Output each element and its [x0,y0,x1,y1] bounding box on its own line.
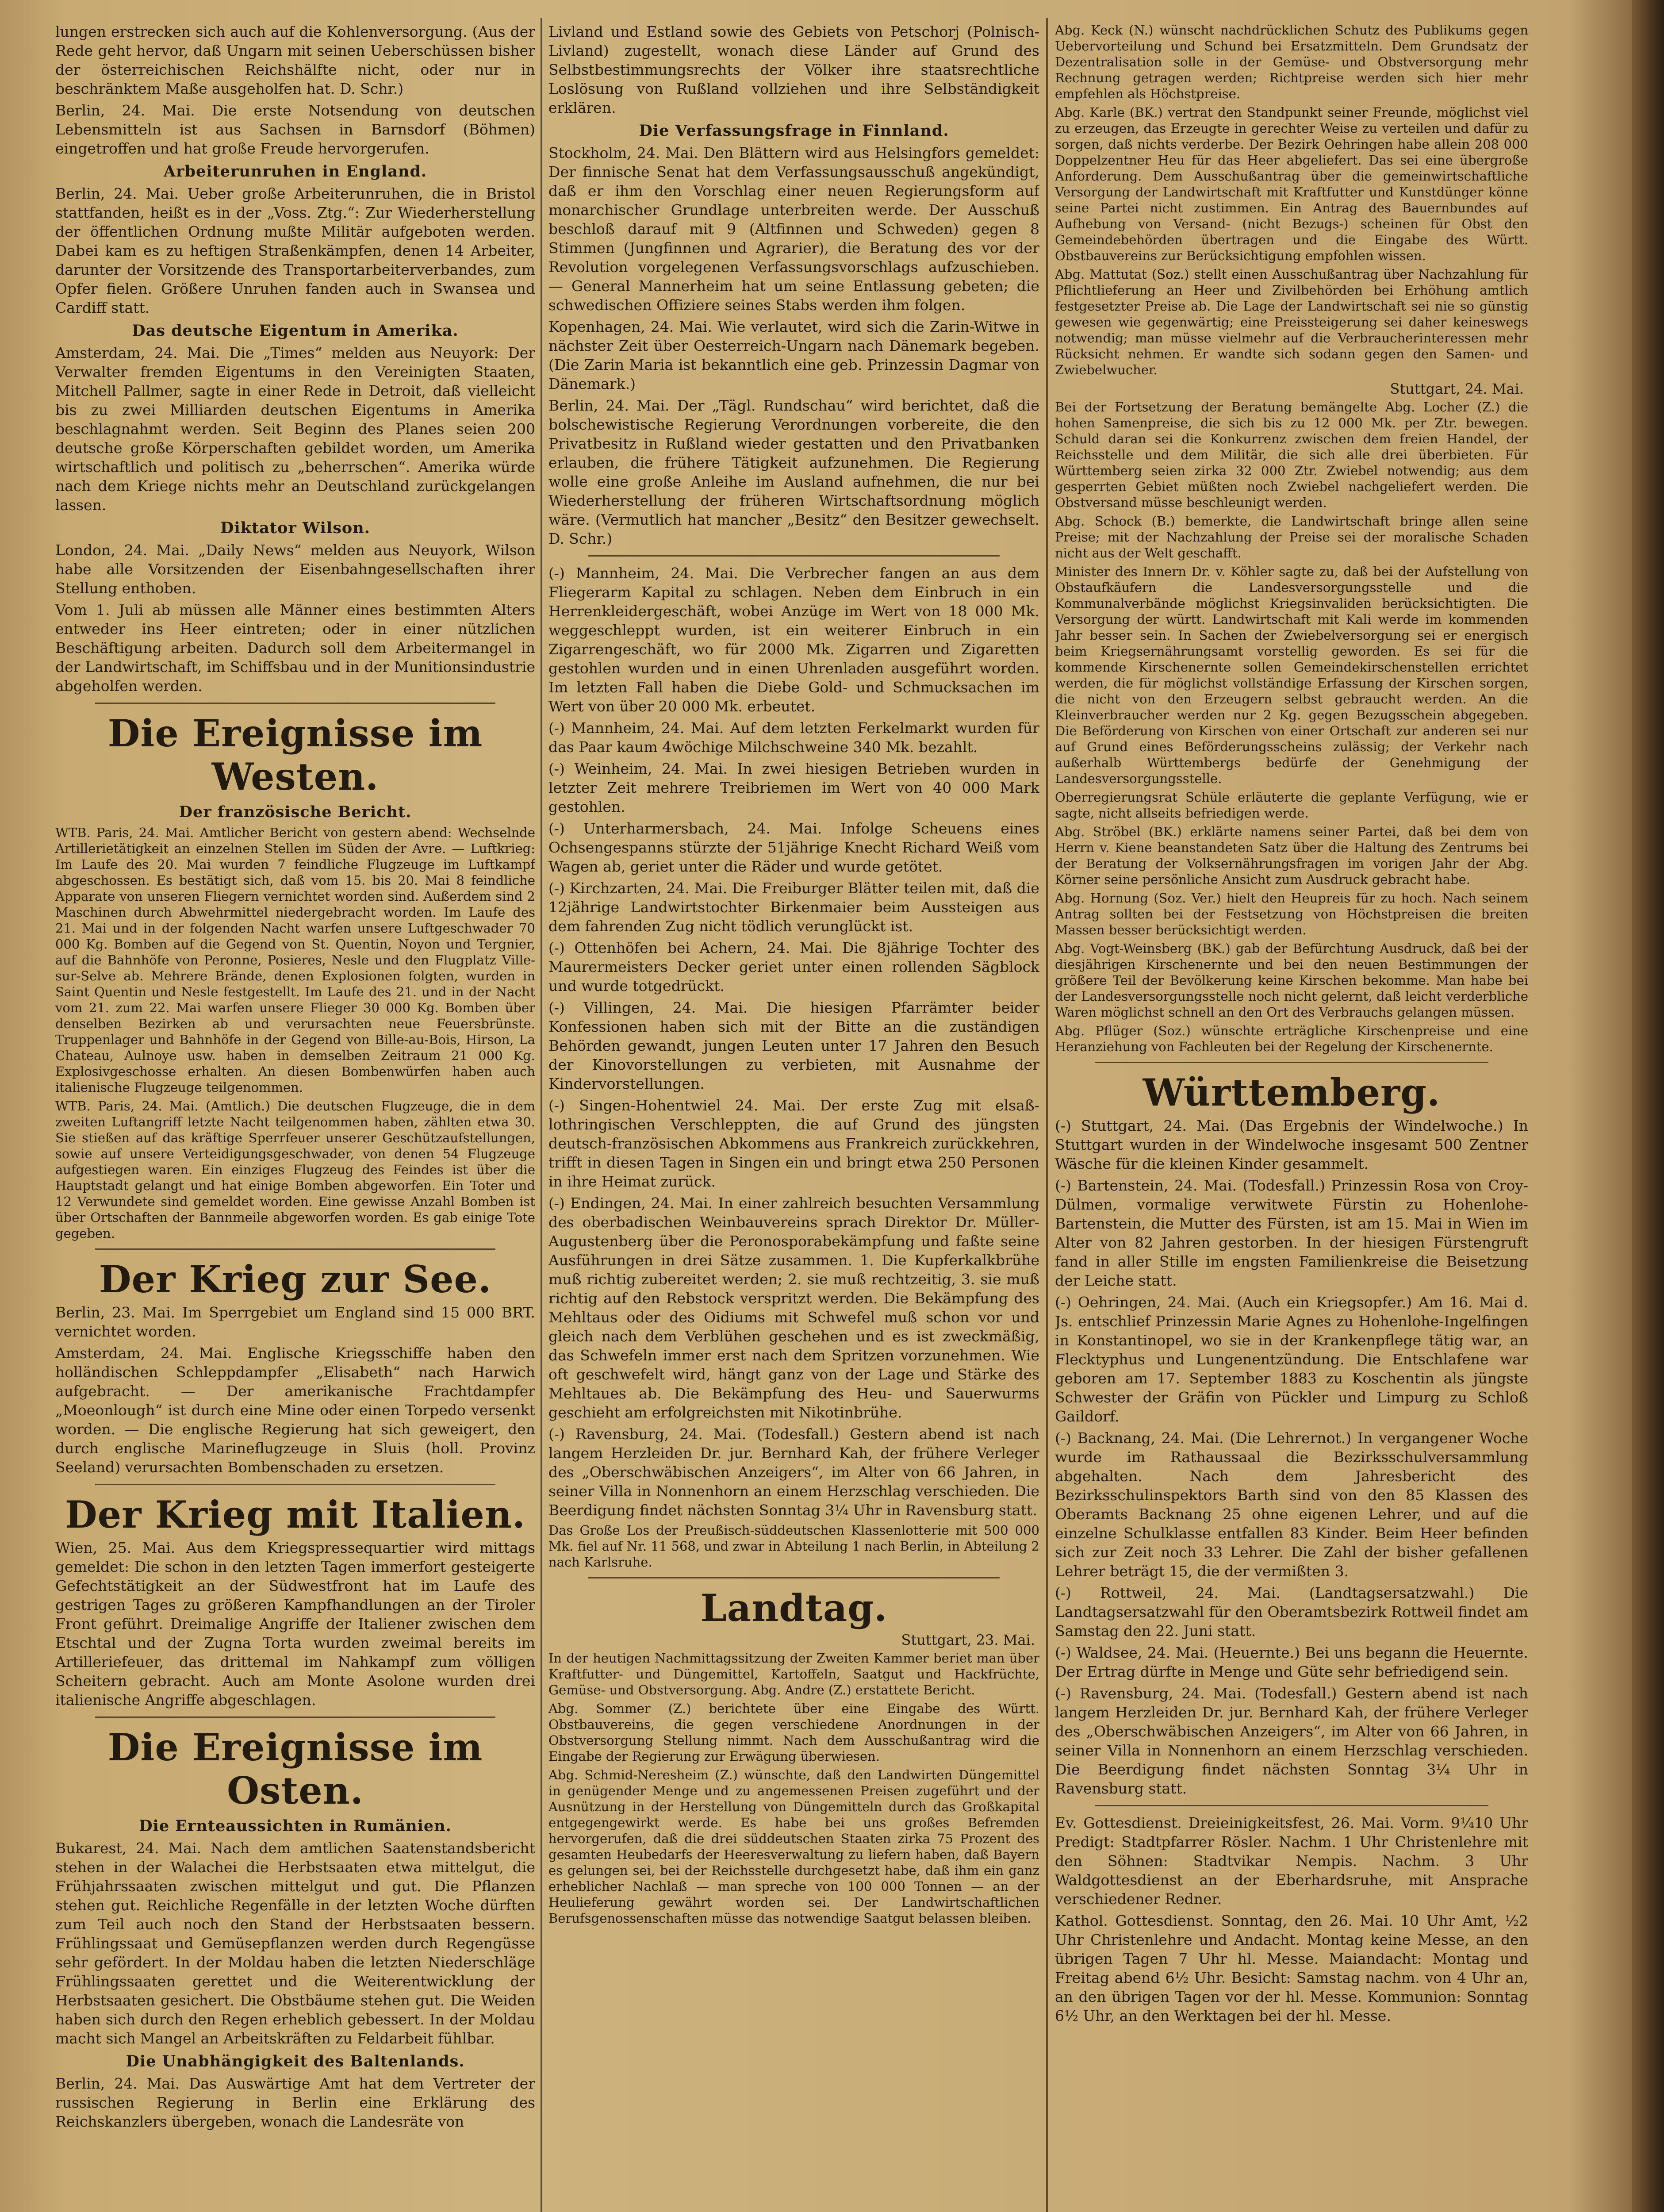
article-text: WTB. Paris, 24. Mai. (Amtlich.) Die deutschen Flugzeuge, die in dem zweiten Luftangriff letzte Nacht teilgenommen haben, zählten etwa 30. Sie stießen auf das kräftige Sperrfeuer unserer Geschützaufstellungen, sowie auf unsere Verteidigungsgeschwader, von denen 54 Flugzeuge aufgestiegen waren. Ein einziges Flugzeug des Feindes ist über die Hauptstadt gelangt und hat einige Bomben abgeworfen. Ein Toter und 12 Verwundete sind gemeldet worden. Eine gewisse Anzahl Bomben ist über Ortschaften der Bannmeile abgeworfen worden. Es gab einige Tote gegeben. [55,1098,535,1241]
divider [588,1577,1000,1578]
dateline: Stuttgart, 24. Mai. [1390,380,1524,397]
article-text: (-) Ravensburg, 24. Mai. (Todesfall.) Gestern abend ist nach langem Herzleiden Dr. jur. Bernhard Kah, der frühere Verleger des „Oberschwäbischen Anzeigers“, im Alter von 66 Jahren, in seiner Villa in Nonnenhorn an einem Herzschlag verschieden. Die Beerdigung findet nächsten Sonntag 3¼ Uhr in Ravensburg statt. [1055,1685,1528,1797]
church-notice: Kathol. Gottesdienst. Sonntag, den 26. Mai. 10 Uhr Amt, ½2 Uhr Christenlehre und Andacht. Montag keine Messe, an den übrigen Tagen 7 Uhr hl. Messe. Maiandacht: Montag und Freitag abend 6½ Uhr. Besicht: Samstag nachm. von 4 Uhr an, an den übrigen Tagen vor der hl. Messe. Kommunion: Sonntag 6½ Uhr, an den Werktagen bei der hl. Messe. [1055,1912,1528,2024]
article-text: (-) Singen-Hohentwiel 24. Mai. Der erste Zug mit elsaß-lothringischen Verschleppten, die auf Grund des jüngsten deutsch-französischen Abkommens aus Frankreich zurückkehren, trifft in diesen Tagen in Singen ein und bringt etwa 250 Personen in ihre Heimat zurück. [548,1097,1039,1190]
headline-sea: Der Krieg zur See. [99,1257,492,1301]
headline-east: Die Ereignisse im Osten. [107,1725,483,1813]
section-heading: Die Verfassungsfrage in Finnland. [639,122,949,140]
article-text: Stockholm, 24. Mai. Den Blättern wird aus Helsingfors gemeldet: Der finnische Senat hat dem Verfassungsausschuß angekündigt, daß er ihm den Vorschlag einer neuen Regierungsform auf monarchischer Grundlage unterbreiten werde. Der Ausschuß beschloß darauf mit 9 (Altfinnen und Schweden) gegen 8 Stimmen (Jungfinnen und Agrarier), die Beratung des vor der Revolution vorgelegenen Verfassungsvorschlags aufzuschieben. — General Mannerheim hat um seine Entlassung gebeten; die schwedischen Offiziere seines Stabs werden ihm folgen. [548,144,1039,314]
column-2 [548,22,1039,2212]
article-text: Wien, 25. Mai. Aus dem Kriegspressequartier wird mittags gemeldet: Die schon in den letzten Tagen immerfort gesteigerte Gefechtstätigkeit an der Südwestfront hat im Laufe des gestrigen Tages zu größeren Kampfhandlungen an der Tiroler Front geführt. Dreimalige Angriffe der Italiener zwischen dem Etschtal und der Zugna Torta wurden zweimal bereits im Artilleriefeuer, das drittemal im Nahkampf zum völligen Scheitern gebracht. Auch am Monte Asolone wurden drei italienische Angriffe abgeschlagen. [55,1539,535,1709]
article-text: (-) Waldsee, 24. Mai. (Heuernte.) Bei uns begann die Heuernte. Der Ertrag dürfte in Menge und Güte sehr befriedigend sein. [1055,1644,1528,1680]
article-text: Livland und Estland sowie des Gebiets von Petschorj (Polnisch-Livland) zugestellt, wonach diese Länder auf Grund des Selbstbestimmungsrechts der Völker ihre staatsrechtliche Loslösung von Rußland vollziehen und ihre Selbständigkeit erklären. [548,23,1039,116]
article-text: Amsterdam, 24. Mai. Die „Times“ melden aus Neuyork: Der Verwalter fremden Eigentums in den Vereinigten Staaten, Mitchell Pallmer, sagte in einer Rede in Detroit, daß vielleicht bis zu zwei Milliarden deutschen Eigentums in Amerika beschlagnahmt werden. Seit Beginn des Planes seien 200 deutsche große Körperschaften gebildet worden, um Amerika wirtschaftlich und politisch zu „beherrschen“. Amerika würde nach dem Kriege nichts mehr an Deutschland zurückgelangen lassen. [55,344,535,514]
article-text: (-) Kirchzarten, 24. Mai. Die Freiburger Blätter teilen mit, daß die 12jährige Landwirtstochter Birkenmaier beim Aussteigen aus dem fahrenden Zug nicht tödlich verunglückt ist. [548,879,1039,935]
article-text: Abg. Mattutat (Soz.) stellt einen Ausschußantrag über Nachzahlung für Pflichtlieferung an Heer und Zivilbehörden bei Erhöhung amtlich festgesetzter Preise ab. Die Lage der Landwirtschaft sei nie so günstig gewesen wie gegenwärtig; eine Preissteigerung sei daher keineswegs notwendig; man müsse vielmehr auf die Verbraucherinteressen mehr Rücksicht nehmen. Er wandte sich sodann gegen den Samen- und Zwiebelwucher. [1055,267,1528,377]
article-text: Bei der Fortsetzung der Beratung bemängelte Abg. Locher (Z.) die hohen Samenpreise, die sich bis zu 12 000 Mk. per Ztr. bewegen. Schuld daran sei die Konkurrenz zwischen dem freien Handel, der Reichsstelle und dem Militär, die sich alle drei überbieten. Für Württemberg seien zirka 32 000 Ztr. Zwiebel notwendig; aus dem gesperrten Gebiet müßten noch Zwiebel nachgeliefert werden. Die Obstversand müsse beschleunigt werden. [1055,399,1528,510]
section-heading: Der französische Bericht. [179,803,412,821]
section-heading: Diktator Wilson. [220,519,370,537]
divider [1095,1062,1488,1063]
article-text: (-) Mannheim, 24. Mai. Die Verbrecher fangen an aus dem Fliegerarm Kapital zu schlagen. Neben dem Einbruch in ein Herrenkleidergeschäft, wobei Anzüge im Wert von 18 000 Mk. weggeschleppt wurden, ist ein weiterer Einbruch in ein Zigarrengeschäft, wo für 2000 Mk. Zigarren und Zigaretten gestohlen wurden und in einen Uhrenladen ausgeführt worden. Im letzten Fall haben die Diebe Gold- und Schmucksachen im Wert von über 20 000 Mk. erbeutet. [548,565,1039,715]
article-text: (-) Endingen, 24. Mai. In einer zahlreich besuchten Versammlung des oberbadischen Weinbauvereins sprach Direktor Dr. Müller-Augustenberg über die Peronosporabekämpfung und faßte seine Ausführungen in drei Sätze zusammen. 1. Die Kupferkalkbrühe muß richtig zubereitet werden; 2. sie muß rechtzeitig, 3. sie muß richtig auf den Rebstock verspritzt werden. Die Bekämpfung des Mehltaus oder des Oidiums mit Schwefel muß schon vor und gleich nach dem Verblühen geschehen und es ist zweckmäßig, das Schwefeln immer erst nach dem Spritzen vorzunehmen. Wie oft geschwefelt wird, hängt ganz von der Lage und Stärke des Mehltaues ab. Die Bekämpfung des Heu- und Sauerwurms geschieht am erfolgreichsten mit Nikotinbrühe. [548,1194,1039,1421]
article-text: (-) Oehringen, 24. Mai. (Auch ein Kriegsopfer.) Am 16. Mai d. Js. entschlief Prinzessin Marie Agnes zu Hohenlohe-Ingelfingen in Konstantinopel, wo sie in der Krankenpflege tätig war, an Flecktyphus und Lungenentzündung. Die Entschlafene war geboren am 17. September 1883 zu Koschentin als jüngste Schwester der Gräfin von Pückler und Limpurg zu Schloß Gaildorf. [1055,1294,1528,1425]
article-text: (-) Backnang, 24. Mai. (Die Lehrernot.) In vergangener Woche wurde im Rathaussaal die Bezirksschulversammlung abgehalten. Nach dem Jahresbericht des Bezirksschulinspektors Barth sind von den 85 Klassen des Oberamts Backnang 25 ohne eigenen Lehrer, und auf die einzelne Schulklasse entfallen 83 Kinder. Beim Heer befinden sich zur Zeit noch 33 Lehrer. Die Zahl der bisher gefallenen Lehrer beträgt 15, die der vermißten 3. [1055,1429,1528,1580]
article-text: (-) Rottweil, 24. Mai. (Landtagsersatzwahl.) Die Landtagsersatzwahl für den Oberamtsbezirk Rottweil findet am Samstag den 22. Juni statt. [1055,1584,1528,1640]
article-text: Amsterdam, 24. Mai. Englische Kriegsschiffe haben den holländischen Schleppdampfer „Elisabeth“ nach Harwich aufgebracht. — Der amerikanische Frachtdampfer „Moeonlough“ ist durch eine Mine oder einen Torpedo versenkt worden. — Die englische Regierung hat sich geweigert, den durch englische Marineflugzeuge in Sluis (holl. Provinz Seeland) verursachten Bombenschaden zu ersetzen. [55,1344,535,1476]
section-heading: Das deutsche Eigentum in Amerika. [132,322,459,340]
headline-wuerttemberg: Württemberg. [1143,1071,1441,1114]
column-3 [1055,22,1528,2212]
divider [588,555,1000,557]
church-notice: Ev. Gottesdienst. Dreieinigkeitsfest, 26. Mai. Vorm. 9¼10 Uhr Predigt: Stadtpfarrer Rösler. Nachm. 1 Uhr Christenlehre mit den Söhnen: Stadtvikar Nempis. Nachm. 3 Uhr Waldgottesdienst an der Eberhardsruhe, mit Ansprache verschiedener Redner. [1055,1814,1528,1908]
article-text: Abg. Keck (N.) wünscht nachdrücklichen Schutz des Publikums gegen Uebervorteilung und Schund bei Ersatzmitteln. Dem Grundsatz der Dezentralisation solle in der Gemüse- und Obstversorgung mehr Rechnung getragen werden; Richtpreise werden sich hier mehr empfehlen als Höchstpreise. [1055,23,1528,101]
headline-landtag: Landtag. [700,1586,888,1630]
headline-west: Die Ereignisse im Westen. [107,711,483,799]
article-text: Abg. Schock (B.) bemerkte, die Landwirtschaft bringe allen seine Preise; mit der Nachzahlung der Preise sei der moralische Schaden nicht aus der Welt geschafft. [1055,514,1528,561]
article-text: (-) Bartenstein, 24. Mai. (Todesfall.) Prinzessin Rosa von Croy-Dülmen, vormalige verwitwete Fürstin zu Hohenlohe-Bartenstein, die Mutter des Fürsten, ist am 15. Mai in Wien im Alter von 82 Jahren gestorben. In der hiesigen Fürstengruft fand in aller Stille im engsten Familienkreise die Beisetzung der Leiche statt. [1055,1177,1528,1289]
article-text: Abg. Pflüger (Soz.) wünschte erträgliche Kirschenpreise und eine Heranziehung von Fachleuten bei der Regelung der Kirschenernte. [1055,1023,1528,1054]
article-text: Abg. Ströbel (BK.) erklärte namens seiner Partei, daß bei dem von Herrn v. Kiene beanstandeten Satz über die Haltung des Zentrums bei der Beratung der Volksernährungsfragen im vorigen Jahr der Abg. Körner seine persönliche Ansicht zum Ausdruck gebracht habe. [1055,824,1528,887]
column-rule [541,18,542,2212]
article-text: Berlin, 23. Mai. Im Sperrgebiet um England sind 15 000 BRT. vernichtet worden. [55,1304,535,1340]
article-text: (-) Ravensburg, 24. Mai. (Todesfall.) Gestern abend ist nach langem Herzleiden Dr. jur. Bernhard Kah, der frühere Verleger des „Oberschwäbischen Anzeigers“, im Alter von 66 Jahren, in seiner Villa in Nonnenhorn an einem Herzschlag verschieden. Die Beerdigung findet nächsten Sonntag 3¼ Uhr in Ravensburg statt. [548,1425,1039,1519]
article-text: (-) Mannheim, 24. Mai. Auf dem letzten Ferkelmarkt wurden für das Paar kaum 4wöchige Milchschweine 340 Mk. bezahlt. [548,719,1039,756]
divider [1095,1805,1488,1806]
article-text: Bukarest, 24. Mai. Nach dem amtlichen Saatenstandsbericht stehen in der Walachei die Herbstsaaten etwa mittelgut, die Frühjahrssaaten zwischen mittelgut und gut. Die Pflanzen stehen gut. Reichliche Regenfälle in der letzten Woche dürften zum Teil auch noch den Stand der Herbstsaaten bessern. Frühlingssaat und Gemüsepflanzen werden durch Regengüsse sehr gefördert. In der Moldau haben die letzten Niederschläge Frühlingssaaten gerettet und die Weiterentwicklung der Herbstsaaten gesichert. Die Obstbäume stehen gut. Die Weiden haben sich durch den Regen erheblich gebessert. In der Moldau macht sich Mangel an Arbeitskräften zu Feldarbeit fühlbar. [55,1839,535,2047]
article-text: Oberregierungsrat Schüle erläuterte die geplante Verfügung, wie er sagte, nicht allseits befriedigen werde. [1055,790,1528,821]
article-text: Vom 1. Juli ab müssen alle Männer eines bestimmten Alters entweder ins Heer eintreten; oder in einer nützlichen Beschäftigung arbeiten. Dadurch soll dem Arbeitermangel in der Landwirtschaft, im Schiffsbau und in der Munitionsindustrie abgeholfen werden. [55,601,535,695]
divider [95,1717,495,1718]
section-heading: Die Unabhängigkeit des Baltenlands. [126,2052,465,2070]
article-text: Minister des Innern Dr. v. Köhler sagte zu, daß bei der Aufstellung von Obstaufkäufern die Landesversorgungsstelle und die Kommunalverbände möglichst Kriegsinvaliden berücksichtigten. Die Versorgung der württ. Landwirtschaft mit Kali werde im kommenden Jahr besser sein. In Sachen der Zwiebelversorgung sei er energisch beim Kriegsernährungsamt vorstellig geworden. Es sei für die kommende Kirschenernte sollen Gemeindekirschenstellen errichtet werden, die für möglichst vollständige Erfassung der Kirschen sorgen, die nicht von den Erzeugern selbst gebraucht werden. An die Kleinverbraucher werden nur 2 Kg. gegen Bezugsschein abgegeben. Die Beförderung von Kirschen von einer Ortschaft zur anderen sei nur auf Grund eines Beförderungsscheins zulässig; der Verkehr nach außerhalb Württembergs bedürfe der Genehmigung der Landesversorgungsstelle. [1055,564,1528,786]
article-text: (-) Unterharmersbach, 24. Mai. Infolge Scheuens eines Ochsengespanns stürzte der 51jährige Knecht Richard Weiß vom Wagen ab, geriet unter die Räder und wurde getötet. [548,820,1039,875]
article-text: (-) Ottenhöfen bei Achern, 24. Mai. Die 8jährige Tochter des Maurermeisters Decker geriet unter einen rollenden Sägblock und wurde totgedrückt. [548,939,1039,995]
article-text: Abg. Karle (BK.) vertrat den Standpunkt seiner Freunde, möglichst viel zu erzeugen, das Erzeugte in gerechter Weise zu verteilen und dafür zu sorgen, daß nichts verderbe. Der Bezirk Oehringen habe allein 208 000 Doppelzentner Heu für das Heer abgeliefert. Das sei eine übergroße Anforderung. Dem Ausschußantrag über die gemeinwirtschaftliche Versorgung der Landwirtschaft mit Kraftfutter und Kunstdünger könne seine Partei nicht zustimmen. Ein Antrag des Bauernbundes auf Aufhebung von Versand- (nicht Bezugs-) scheinen für Obst den Gemeindebehörden übertragen und die Eingabe des Württ. Obstbauvereins zur Berücksichtigung empfohlen wissen. [1055,105,1528,263]
divider [95,703,495,704]
article-text: Kopenhagen, 24. Mai. Wie verlautet, wird sich die Zarin-Witwe in nächster Zeit über Oesterreich-Ungarn nach Dänemark begeben. (Die Zarin Maria ist bekanntlich eine geb. Prinzessin Dagmar von Dänemark.) [548,318,1039,392]
article-text: In der heutigen Nachmittagssitzung der Zweiten Kammer beriet man über Kraftfutter- und Düngemittel, Kartoffeln, Saatgut und Hackfrüchte, Gemüse- und Obstversorgung. Abg. Andre (Z.) erstattete Bericht. [548,1651,1039,1697]
article-text: Abg. Hornung (Soz. Ver.) hielt den Heupreis für zu hoch. Nach seinem Antrag sollten bei der Festsetzung von Höchstpreisen die breiten Massen besser berücksichtigt werden. [1055,891,1528,937]
article-text: Berlin, 24. Mai. Ueber große Arbeiterunruhen, die in Bristol stattfanden, heißt es in der „Voss. Ztg.“: Zur Wiederherstellung der öffentlichen Ordnung mußte Militär aufgeboten werden. Dabei kam es zu heftigen Straßenkämpfen, denen 14 Arbeiter, darunter der Vorsitzende des Transportarbeiterverbandes, zum Opfer fielen. Größere Unruhen fanden auch in Swansea und Cardiff statt. [55,185,535,316]
section-heading: Arbeiterunruhen in England. [163,162,427,180]
section-heading: Die Ernteaussichten in Rumänien. [139,1817,452,1835]
article-text: Berlin, 24. Mai. Der „Tägl. Rundschau“ wird berichtet, daß die bolschewistische Regierung Verordnungen vorbereite, die den Privatbesitz in Rußland wieder gestatten und den Privatbanken erlauben, die frühere Tätigkeit aufzunehmen. Die Regierung wolle eine große Anleihe im Ausland aufnehmen, die nur bei Wiederherstellung der früheren Wirtschaftsordnung möglich wäre. (Vermutlich hat mancher „Besitz“ den Besitzer gewechselt. D. Schr.) [548,397,1039,547]
column-1 [55,22,535,2212]
article-text: (-) Villingen, 24. Mai. Die hiesigen Pfarrämter beider Konfessionen haben sich mit der Bitte an die zuständigen Behörden gewandt, jungen Leuten unter 17 Jahren den Besuch der Kinovorstellungen zu verbieten, mit Ausnahme der Kindervorstellungen. [548,999,1039,1092]
article-text: (-) Stuttgart, 24. Mai. (Das Ergebnis der Windelwoche.) In Stuttgart wurden in der Windelwoche insgesamt 500 Zentner Wäsche für die kleinen Kinder gesammelt. [1055,1117,1528,1172]
dateline: Stuttgart, 23. Mai. [901,1632,1035,1648]
article-text: Abg. Schmid-Neresheim (Z.) wünschte, daß den Landwirten Düngemittel in genügender Menge und zu angemessenen Preisen zugeführt und der Ausnützung in der Herstellung von Düngemitteln durch das Großkapital entgegengewirkt werde. Es habe bei uns großes Befremden hervorgerufen, daß die drei süddeutschen Staaten zirka 75 Prozent des gesamten Heubedarfs der Heeresverwaltung zu liefern haben, daß Bayern es gelungen sei, bei der Reichsstelle durchgesetzt habe, daß ihm ein ganz erheblicher Nachlaß — man spreche von 100 000 Tonnen — an der Heulieferung gewährt worden sei. Der Landwirtschaftlichen Berufsgenossenschaften müsse das notwendige Saatgut belassen bleiben. [548,1767,1039,1926]
divider [95,1248,495,1250]
article-text: Berlin, 24. Mai. Das Auswärtige Amt hat dem Vertreter der russischen Regierung in Berlin eine Erklärung des Reichskanzlers übergeben, wonach die Landesräte von [55,2075,535,2130]
article-text: Berlin, 24. Mai. Die erste Notsendung von deutschen Lebensmitteln ist aus Sachsen in Barnsdorf (Böhmen) eingetroffen und hat große Freude hervorgerufen. [55,102,535,157]
column-rule [1046,18,1048,2212]
divider [95,1484,495,1485]
article-text: lungen erstrecken sich auch auf die Kohlenversorgung. (Aus der Rede geht hervor, daß Ungarn mit seinen Ueberschüssen bisher der österreichischen Reichshälfte nicht, oder nur in beschränktem Maße ausgeholfen hat. D. Schr.) [55,23,535,97]
article-text: London, 24. Mai. „Daily News“ melden aus Neuyork, Wilson habe alle Vorsitzenden der Eisenbahngesellschaften ihrer Stellung enthoben. [55,541,535,597]
article-text: (-) Weinheim, 24. Mai. In zwei hiesigen Betrieben wurden in letzter Zeit mehrere Treibriemen im Wert von 40 000 Mark gestohlen. [548,760,1039,815]
book-binding [1632,0,1664,2212]
article-text: WTB. Paris, 24. Mai. Amtlicher Bericht von gestern abend: Wechselnde Artillerietätigkeit an einzelnen Stellen im Süden der Avre. — Luftkrieg: Im Laufe des 20. Mai wurden 7 feindliche Flugzeuge im Luftkampf abgeschossen. Es bestätigt sich, daß vom 15. bis 20. Mai 8 feindliche Apparate von unseren Fliegern vernichtet worden sind. Außerdem sind 2 Maschinen durch Abwehrmittel niedergebracht worden. Im Laufe des 21. Mai und in der folgenden Nacht warfen unsere Luftgeschwader 70 000 Kg. Bomben auf die Gegend von St. Quentin, Noyon und Tergnier, auf die Bahnhöfe von Peronne, Posieres, Nesle und den Flugplatz Ville-sur-Selve ab. Mehrere Brände, denen Explosionen folgten, wurden in Saint Quentin und Nesle festgestellt. Im Laufe des 21. und in der Nacht vom 21. zum 22. Mai warfen unsere Flieger 30 000 Kg. Bomben über denselben Bezirken ab und verursachten neue Feuersbrünste. Truppenlager und Bahnhöfe in der Gegend von Bille-au-Bois, Hirson, La Chateau, Aulnoye usw. haben in demselben Zeitraum 21 000 Kg. Explosivgeschosse erhalten. An diesen Bombenwürfen haben auch italienische Flugzeuge teilgenommen. [55,825,535,1095]
headline-italy: Der Krieg mit Italien. [65,1493,526,1536]
lottery-notice: Das Große Los der Preußisch-süddeutschen Klassenlotterie mit 500 000 Mk. fiel auf Nr. 11 568, und zwar in Abteilung 1 nach Berlin, in Abteilung 2 nach Karlsruhe. [548,1523,1039,1570]
article-text: Abg. Vogt-Weinsberg (BK.) gab der Befürchtung Ausdruck, daß bei der diesjährigen Kirschenernte und bei den neuen Bestimmungen der größere Teil der Bevölkerung keine Kirschen bekomme. Man habe bei der Landesversorgungsstelle noch nicht gelernt, daß leicht verderbliche Waren möglichst schnell an den Ort des Verbrauchs gelangen müssen. [1055,941,1528,1020]
article-text: Abg. Sommer (Z.) berichtete über eine Eingabe des Württ. Obstbauvereins, die gegen verschiedene Anordnungen in der Obstversorgung Stellung nimmt. Nach dem Ausschußantrag wird die Eingabe der Regierung zur Erwägung überwiesen. [548,1701,1039,1764]
